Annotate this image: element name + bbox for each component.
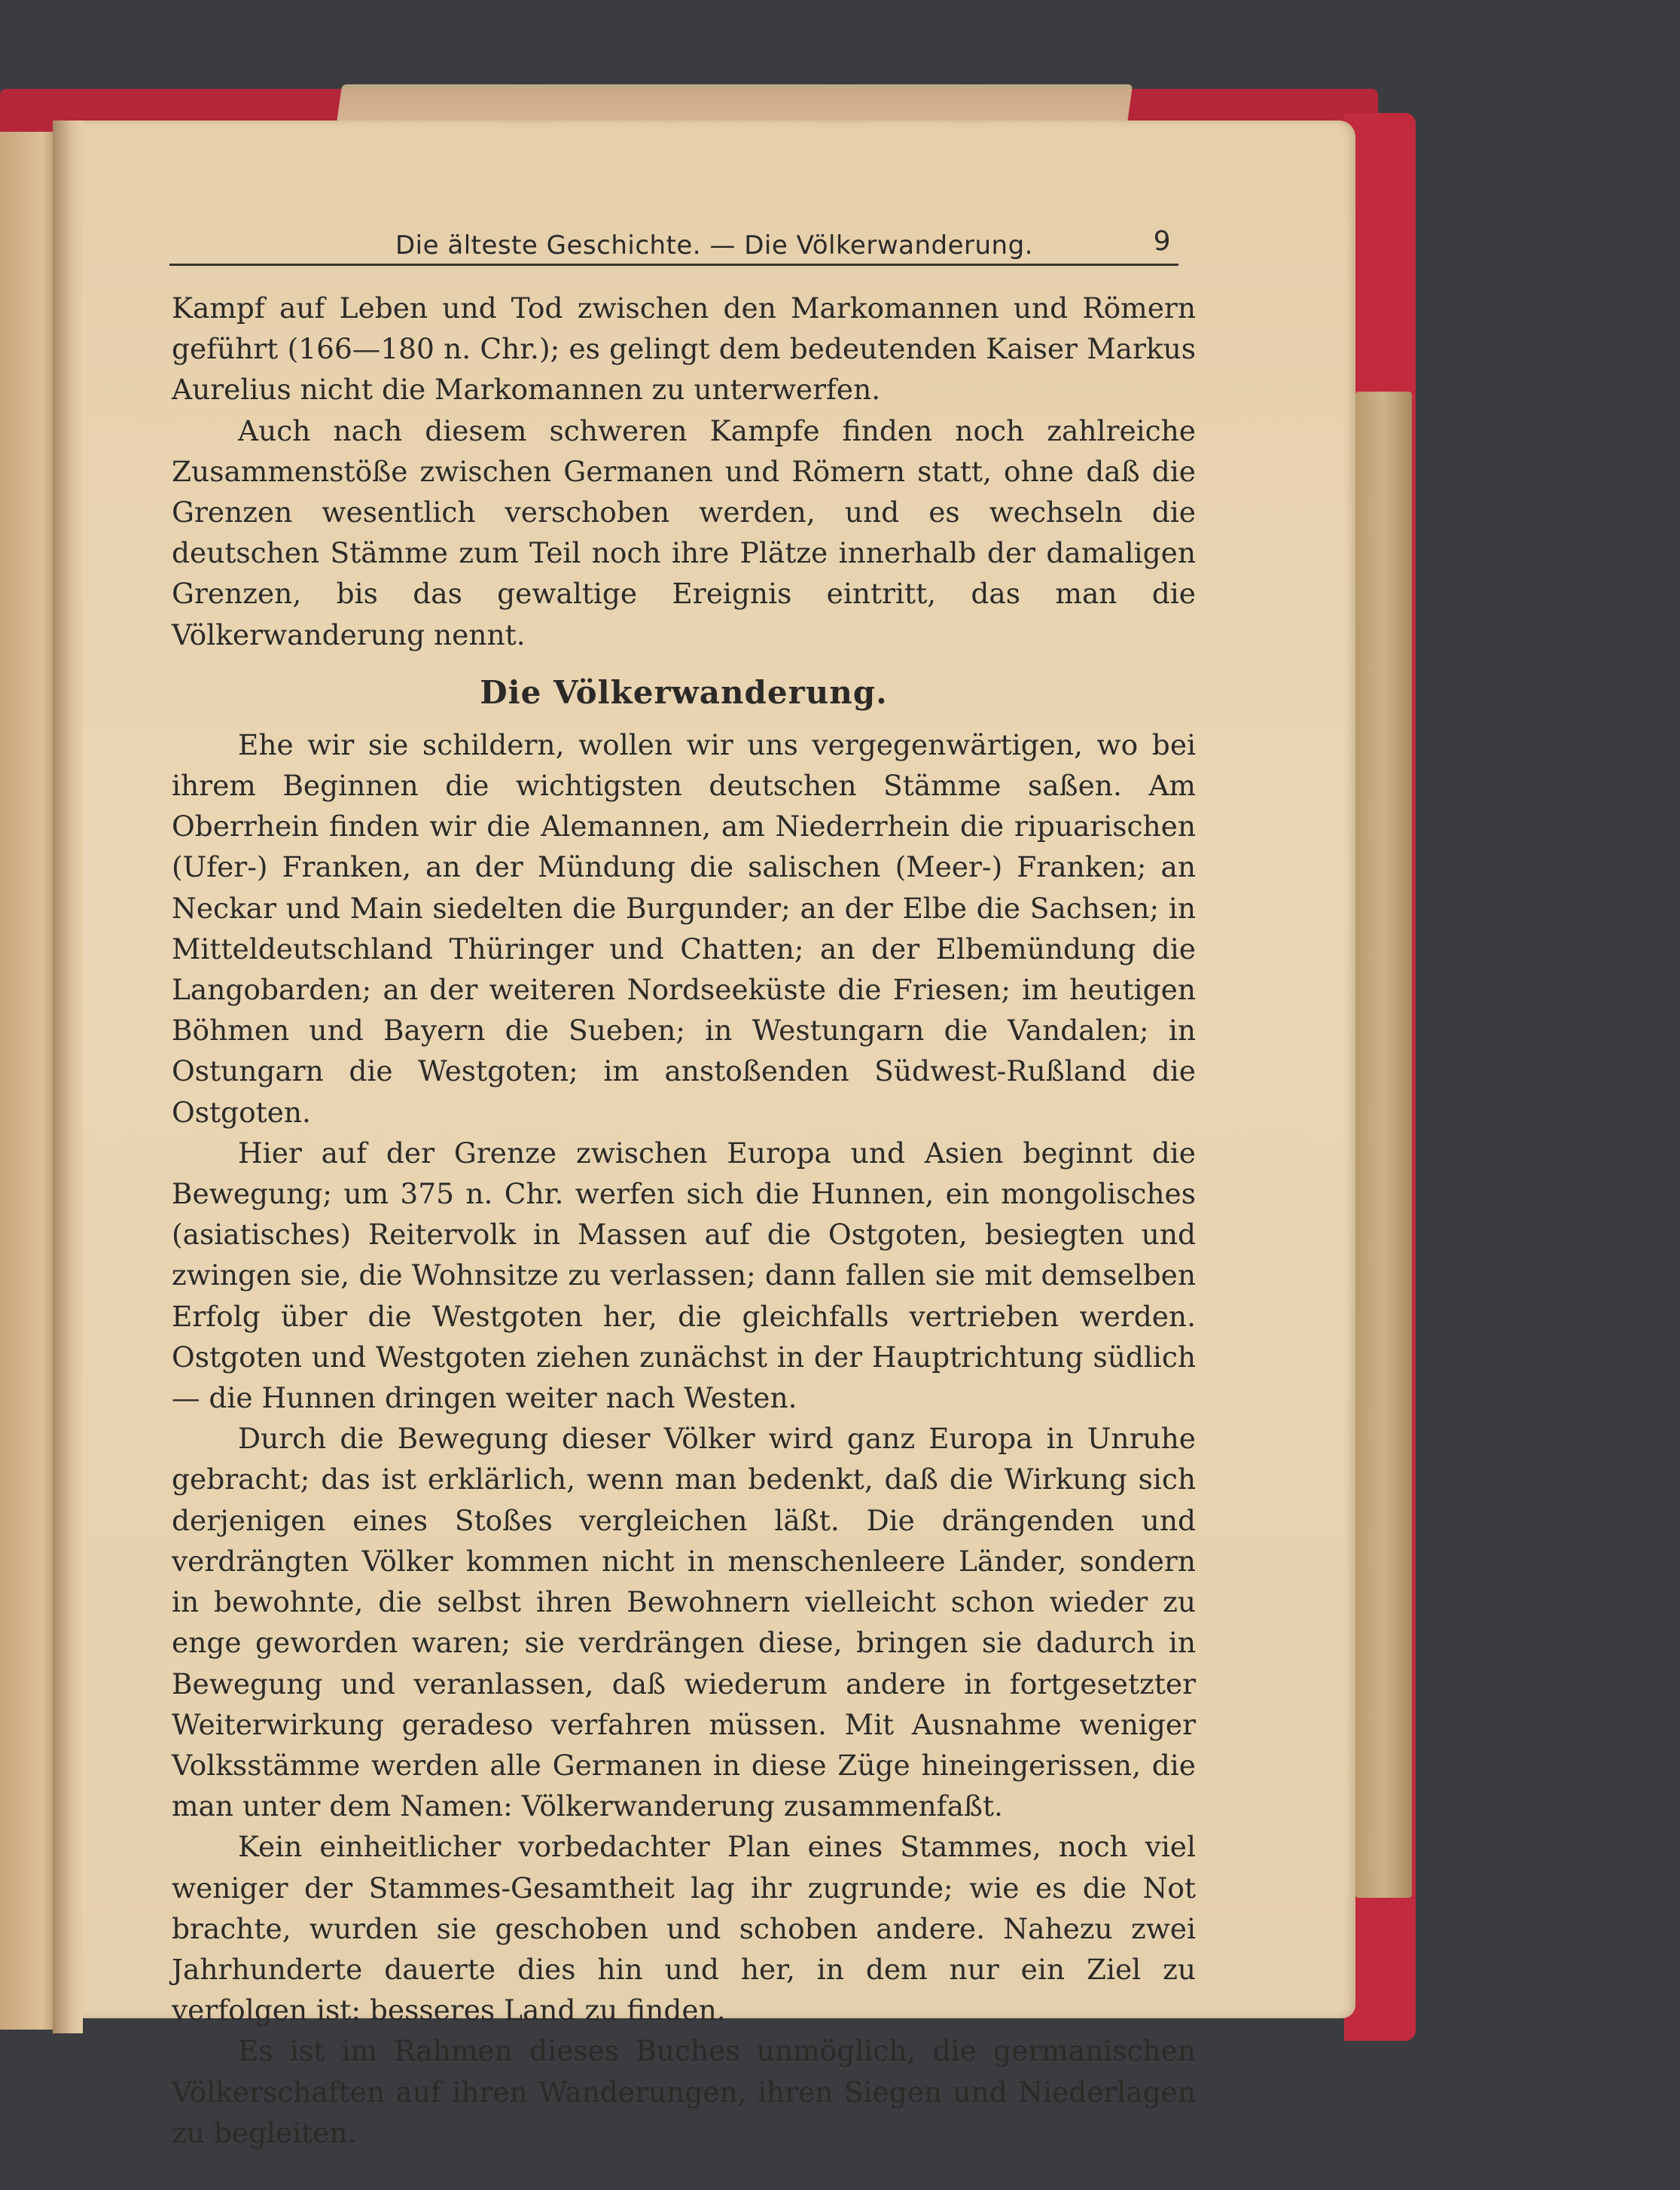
paragraph: Kein einheitlicher vorbedachter Plan eines Stammes, noch viel weniger der Stammes-Gesamtheit lag ihr zugrunde; wie es die Not brachte, wurden sie geschoben und schoben andere. Nahezu zwei Jahrhunderte dauerte dies hin und her, in dem nur ein Ziel zu verfolgen ist: besseres Land zu finden.	[172, 1830, 1196, 2027]
body-text	[172, 288, 1196, 2153]
paragraph: Auch nach diesem schweren Kampfe finden noch zahlreiche Zusammenstöße zwischen Germanen und Römern statt, ohne daß die Grenzen wesentlich verschoben werden, und es wechseln die deutschen Stämme zum Teil noch ihre Plätze innerhalb der damaligen Grenzen, bis das gewaltige Ereignis eintritt, das man die Völkerwanderung nennt.	[172, 413, 1196, 651]
left-page-edge	[0, 132, 60, 2030]
header-rule	[169, 264, 1178, 266]
paragraph: Ehe wir sie schildern, wollen wir uns vergegenwärtigen, wo bei ihrem Beginnen die wichtigsten deutschen Stämme saßen. Am Oberrhein finden wir die Alemannen, am Niederrhein die ripuarischen (Ufer-) Franken, an der Mündung die salischen (Meer-) Franken; an Neckar und Main siedelten die Burgunder; an der Elbe die Sachsen; in Mitteldeutschland Thüringer und Chatten; an der Elbemündung die Langobarden; an der weiteren Nordseeküste die Friesen; im heutigen Böhmen und Bayern die Sueben; in Westungarn die Vandalen; in Ostungarn die Westgoten; im anstoßenden Südwest-Rußland die Ostgoten.	[172, 727, 1196, 1129]
page-gutter	[53, 120, 83, 2033]
page-edge-repair	[1355, 392, 1412, 1898]
paragraph: Es ist im Rahmen dieses Buches unmöglich, die germanischen Völkerschaften auf ihren Wanderungen, ihren Siegen und Niederlagen zu begleiten.	[172, 2034, 1196, 2149]
paragraph: Durch die Bewegung dieser Völker wird ganz Europa in Unruhe gebracht; das ist erklärlich, wenn man bedenkt, daß die Wirkung sich derjenigen eines Stoßes vergleichen läßt. Die drängenden und verdrängten Völker kommen nicht in menschenleere Länder, sondern in bewohnte, die selbst ihren Bewohnern vielleicht schon wieder zu enge geworden waren; sie verdrängen diese, bringen sie dadurch in Bewegung und veranlassen, daß wiederum andere in fortgesetzter Weiterwirkung geradeso verfahren müssen. Mit Ausnahme weniger Volksstämme werden alle Germanen in diese Züge hineingerissen, die man unter dem Namen: Völkerwanderung zusammenfaßt.	[172, 1422, 1196, 1823]
paragraph: Kampf auf Leben und Tod zwischen den Markomannen und Römern geführt (166—180 n. Chr.); es gelingt dem bedeutenden Kaiser Markus Aurelius nicht die Markomannen zu unterwerfen.	[172, 291, 1196, 407]
page-number: 9	[1153, 226, 1171, 257]
running-header	[169, 226, 1178, 265]
running-title: Die älteste Geschichte. — Die Völkerwanderung.	[395, 230, 1033, 261]
paragraph: Hier auf der Grenze zwischen Europa und Asien beginnt die Bewegung; um 375 n. Chr. werfen sich die Hunnen, ein mongolisches (asiatisches) Reitervolk in Massen auf die Ostgoten, besiegten und zwingen sie, die Wohnsitze zu verlassen; dann fallen sie mit demselben Erfolg über die Westgoten her, die gleichfalls vertrieben werden. Ostgoten und Westgoten ziehen zunächst in der Hauptrichtung südlich — die Hunnen dringen weiter nach Westen.	[172, 1136, 1196, 1415]
section-heading: Die Völkerwanderung.	[480, 673, 888, 711]
